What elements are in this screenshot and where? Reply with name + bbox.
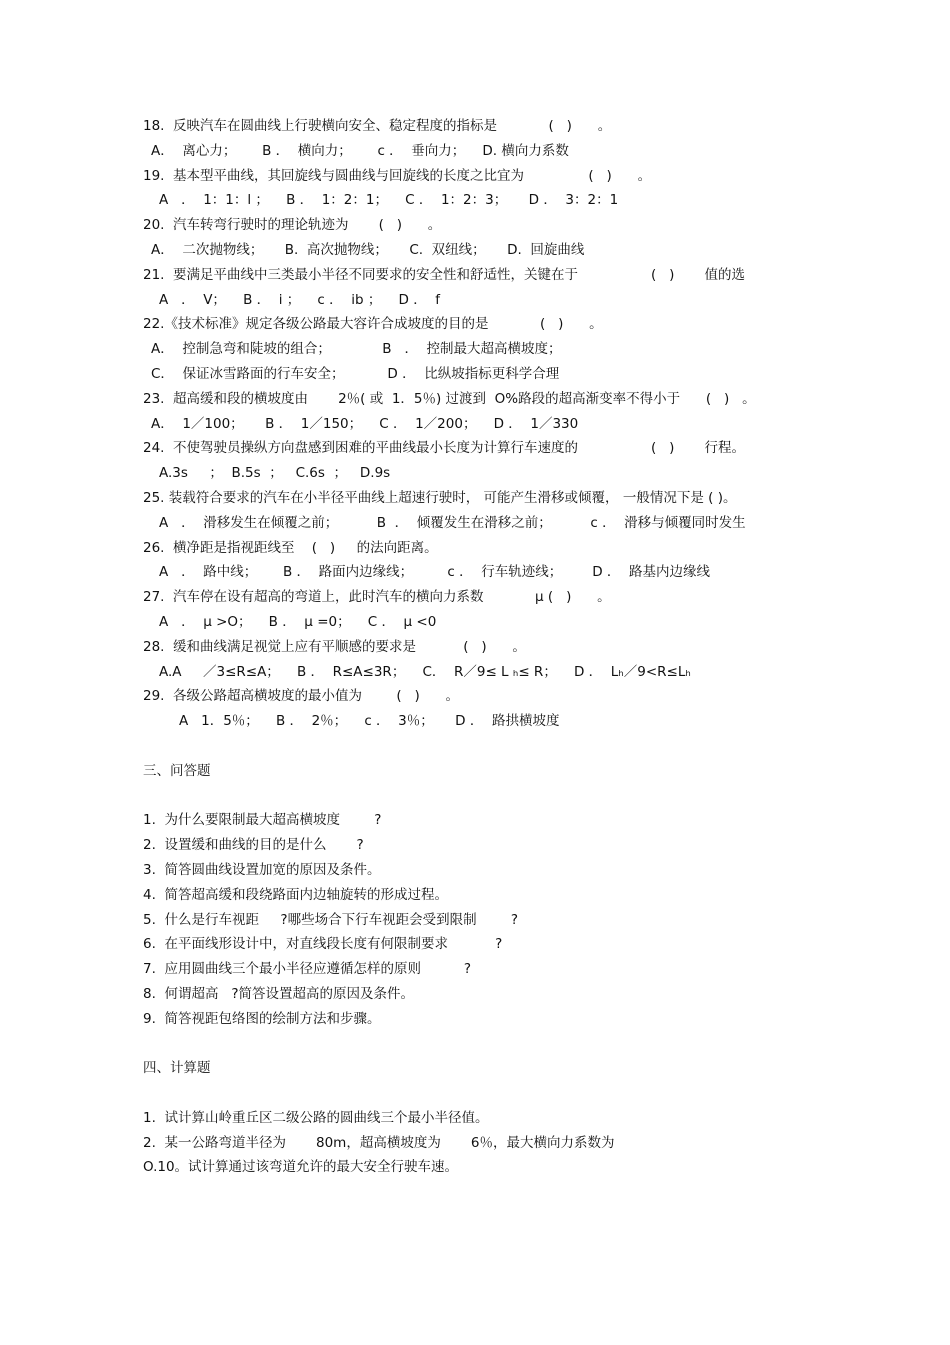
question-text: 20. 汽车转弯行驶时的理论轨迹为 ( ) 。: [143, 217, 442, 234]
calc-item: 2. 某一公路弯道半径为 80m，超高横坡度为 6％，最大横向力系数为: [143, 1134, 615, 1151]
question-18: [143, 114, 823, 164]
calc-list: [143, 1106, 823, 1180]
question-25: [143, 486, 823, 536]
question-27: [143, 585, 823, 635]
qa-item: 1. 为什么要限制最大超高横坡度 ?: [143, 812, 382, 829]
options: A ． 路中线； B ． 路面内边缘线； c ． 行车轨迹线； D ． 路基内边缘线: [159, 564, 711, 581]
options: A． 离心力； B ． 横向力； c ． 垂向力； D. 横向力系数: [151, 142, 569, 159]
qa-item: 2. 设置缓和曲线的目的是什么 ?: [143, 837, 364, 854]
qa-item: 3. 简答圆曲线设置加宽的原因及条件。: [143, 861, 381, 878]
qa-item: 8. 何谓超高 ?简答设置超高的原因及条件。: [143, 985, 415, 1002]
qa-item: 5. 什么是行车视距 ?哪些场合下行车视距会受到限制 ?: [143, 911, 519, 928]
options: C． 保证冰雪路面的行车安全； D ． 比纵坡指标更科学合理: [151, 365, 560, 382]
question-text: 26. 横净距是指视距线至 ( ) 的法向距离。: [143, 539, 438, 556]
question-text: 22.《技术标准》规定各级公路最大容许合成坡度的目的是 ( ) 。: [143, 316, 603, 333]
question-28: [143, 635, 823, 685]
question-21: [143, 263, 823, 313]
qa-item: 6. 在平面线形设计中，对直线段长度有何限制要求 ?: [143, 936, 503, 953]
question-19: [143, 164, 823, 214]
multiple-choice-section: [143, 114, 823, 734]
options: A ． 滑移发生在倾覆之前； B ． 倾覆发生在滑移之前； c ． 滑移与倾覆同时发生: [159, 514, 746, 531]
question-text: 28. 缓和曲线满足视觉上应有平顺感的要求是 ( ) 。: [143, 638, 526, 655]
qa-list: [143, 808, 823, 1031]
question-24: [143, 436, 823, 486]
question-29: [143, 684, 823, 734]
options: A ． 1：1：l ； B ． 1：2：1； C ． 1：2：3； D ． 3：2：1: [159, 192, 619, 209]
calc-item-continued: O.10。试计算通过该弯道允许的最大安全行驶车速。: [143, 1159, 459, 1176]
question-text: 25. 装载符合要求的汽车在小半径平曲线上超速行驶时， 可能产生滑移或倾覆， 一般情况下是 ( )。: [143, 489, 737, 506]
question-23: [143, 387, 823, 437]
question-text: 18. 反映汽车在圆曲线上行驶横向安全、稳定程度的指标是 ( ) 。: [143, 118, 612, 134]
qa-section-title: 三、问答题: [143, 762, 211, 779]
question-text: 23. 超高缓和段的横坡度由 2％( 或 1．5％) 过渡到 O%路段的超高渐变率不得小于 ( ) 。: [143, 390, 756, 407]
options: A ． μ >O； B ． μ =0； C ． μ <0: [159, 613, 437, 630]
options: A 1．5％； B ． 2％； c ． 3％； D ． 路拱横坡度: [179, 713, 560, 730]
calc-item: 1. 试计算山岭重丘区二级公路的圆曲线三个最小半径值。: [143, 1109, 489, 1126]
document-page: [143, 114, 823, 1180]
question-text: 21. 要满足平曲线中三类最小半径不同要求的安全性和舒适性，关键在于 ( ) 值的选: [143, 266, 745, 283]
options: A.A ／3≤R≤A； B ． R≤A≤3R； C． R／9≤ L ₕ≤ R； D ． Lₕ／9<R≤Lₕ: [159, 663, 691, 680]
qa-item: 4. 简答超高缓和段绕路面内边轴旋转的形成过程。: [143, 886, 448, 903]
question-22: [143, 312, 823, 386]
question-20: [143, 213, 823, 263]
options: A． 控制急弯和陡坡的组合； B ． 控制最大超高横坡度；: [151, 341, 562, 358]
options: A． 1／100； B ． 1／150； C ． 1／200； D ． 1／330: [151, 415, 579, 432]
options: A． 二次抛物线； B. 高次抛物线； C. 双纽线； D. 回旋曲线: [151, 241, 585, 258]
options: A.3s ； B.5s ； C.6s ； D.9s: [159, 465, 391, 482]
calc-section-title: 四、计算题: [143, 1060, 211, 1077]
question-text: 27. 汽车停在设有超高的弯道上，此时汽车的横向力系数 μ ( ) 。: [143, 589, 611, 606]
question-text: 19. 基本型平曲线，其回旋线与圆曲线与回旋线的长度之比宜为 ( ) 。: [143, 167, 652, 184]
question-26: [143, 536, 823, 586]
question-text: 29. 各级公路超高横坡度的最小值为 ( ) 。: [143, 688, 460, 705]
qa-item: 7. 应用圆曲线三个最小半径应遵循怎样的原则 ?: [143, 961, 472, 978]
options: A ． V； B ． i ； c ． ib ； D ． f: [159, 291, 441, 308]
question-text: 24. 不使驾驶员操纵方向盘感到困难的平曲线最小长度为计算行车速度的 ( ) 行程。: [143, 440, 745, 457]
qa-item: 9. 简答视距包络图的绘制方法和步骤。: [143, 1010, 381, 1027]
